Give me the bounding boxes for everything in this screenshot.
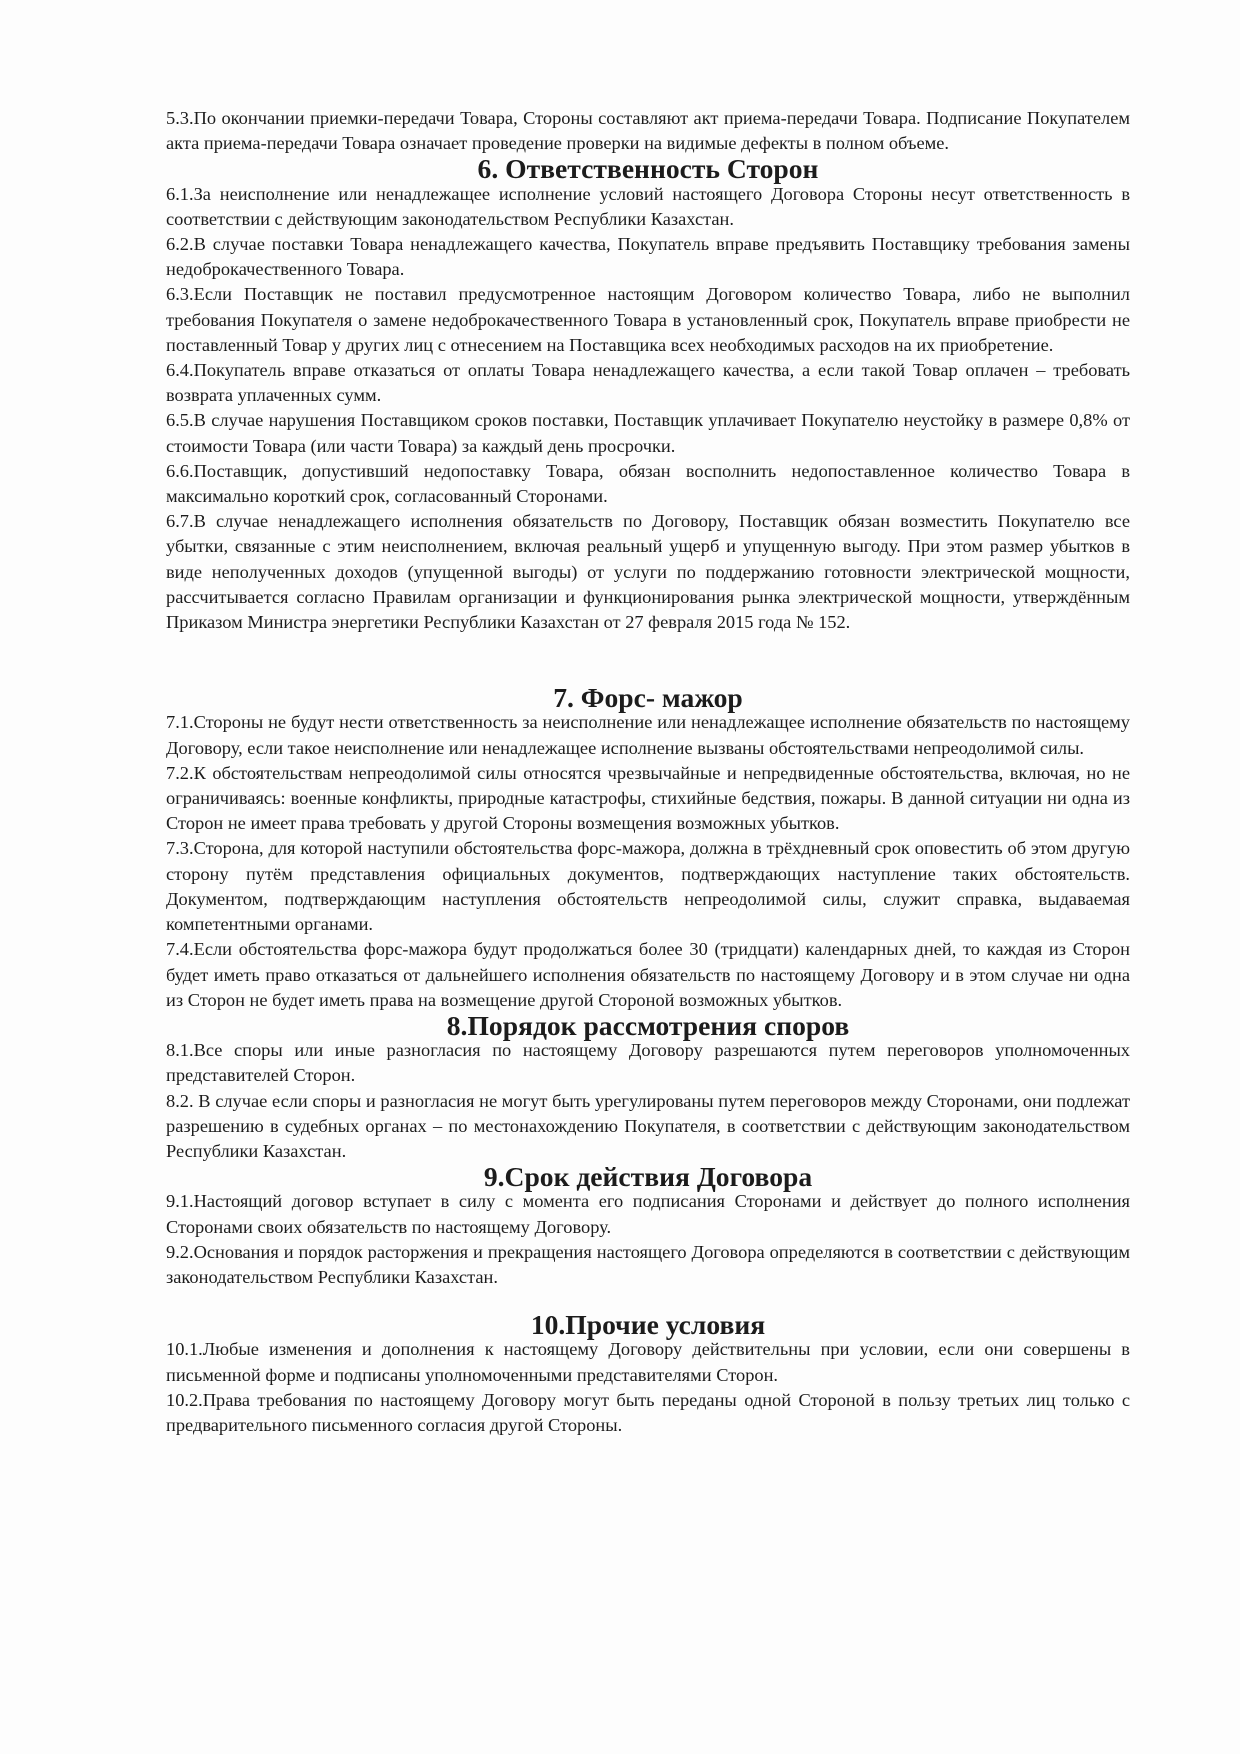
paragraph-6-2: 6.2.В случае поставки Товара ненадлежащего качества, Покупатель вправе предъявить Поставщику требования замены недоброкачественного Товара.: [166, 234, 1130, 280]
section-9-title: 9.Срок действия Договора: [483, 1161, 813, 1193]
paragraph-7-1: 7.1.Стороны не будут нести ответственность за неисполнение или ненадлежащее исполнение обязательств по настоящему Договору, если такое неисполнение или ненадлежащее исполнение вызваны обстоятельствами непреодолимой силы.: [166, 712, 1130, 758]
paragraph-7-2: 7.2.К обстоятельствам непреодолимой силы относятся чрезвычайные и непредвиденные обстоятельства, включая, но не ограничиваясь: военные конфликты, природные катастрофы, стихийные бедствия, пожары. В данной ситуации ни одна из Сторон не имеет права требовать у другой Стороны возмещения возможных убытков.: [166, 762, 1130, 834]
paragraph-8-1: 8.1.Все споры или иные разногласия по настоящему Договору разрешаются путем переговоров уполномоченных представителей Сторон.: [166, 1040, 1130, 1086]
paragraph-9-1: 9.1.Настоящий договор вступает в силу с момента его подписания Сторонами и действует до полного исполнения Сторонами своих обязательств по настоящему Договору.: [166, 1191, 1130, 1237]
paragraph-6-5: 6.5.В случае нарушения Поставщиком сроков поставки, Поставщик уплачивает Покупателю неустойку в размере 0,8% от стоимости Товара (или части Товара) за каждый день просрочки.: [166, 410, 1130, 456]
paragraph-6-6: 6.6.Поставщик, допустивший недопоставку Товара, обязан восполнить недопоставленное количество Товара в максимально короткий срок, согласованный Сторонами.: [166, 460, 1130, 507]
paragraph-10-2: 10.2.Права требования по настоящему Договору могут быть переданы одной Стороной в пользу третьих лиц только с предварительного письменного согласия другой Стороны.: [166, 1389, 1130, 1435]
paragraph-6-3: 6.3.Если Поставщик не поставил предусмотренное настоящим Договором количество Товара, либо не выполнил требования Покупателя о замене недоброкачественного Товара в установленный срок, Покупатель вправе приобрести не поставленный Товар у других лиц с отнесением на Поставщика всех необходимых расходов на их приобретение.: [166, 284, 1130, 355]
paragraph-8-2: 8.2. В случае если споры и разногласия не могут быть урегулированы путем переговоров между Сторонами, они подлежат разрешению в судебных органах – по местонахождению Покупателя, в соответствии с действующим законодательством Республики Казахстан.: [166, 1090, 1130, 1161]
paragraph-9-2: 9.2.Основания и порядок расторжения и прекращения настоящего Договора определяются в соответствии с действующим законодательством Республики Казахстан.: [166, 1241, 1130, 1287]
paragraph-7-4: 7.4.Если обстоятельства форс-мажора будут продолжаться более 30 (тридцати) календарных дней, то каждая из Сторон будет иметь право отказаться от дальнейшего исполнения обязательств по настоящему Договору и в этом случае ни одна из Сторон не будет иметь права на возмещение другой Стороной возможных убытков.: [166, 939, 1130, 1010]
section-6-title: 6. Ответственность Сторон: [477, 153, 819, 185]
paragraph-5-3: 5.3.По окончании приемки-передачи Товара, Стороны составляют акт приема-передачи Товара. Подписание Покупателем акта приема-передачи Товара означает проведение проверки на видимые дефекты в полном объеме.: [166, 108, 1130, 154]
document-body: [166, 106, 1130, 1438]
section-7-title: 7. Форс- мажор: [553, 682, 743, 714]
section-8-title: 8.Порядок рассмотрения споров: [446, 1009, 850, 1041]
paragraph-7-3: 7.3.Сторона, для которой наступили обстоятельства форс-мажора, должна в трёхдневный срок оповестить об этом другую сторону путём представления официальных документов, подтверждающих наступление таких обстоятельств. Документом, подтверждающим наступления обстоятельств непреодолимой силы, служит справка, выдаваемая компетентными органами.: [166, 838, 1130, 935]
paragraph-6-7: 6.7.В случае ненадлежащего исполнения обязательств по Договору, Поставщик обязан возместить Покупателю все убытки, связанные с этим неисполнением, включая реальный ущерб и упущенную выгоду. При этом размер убытков в виде неполученных доходов (упущенной выгоды) от услуги по поддержанию готовности электрической мощности, рассчитывается согласно Правилам организации и функционирования рынка электрической мощности, утверждённым Приказом Министра энергетики Республики Казахстан от 27 февраля 2015 года № 152.: [166, 511, 1130, 633]
paragraph-6-1: 6.1.За неисполнение или ненадлежащее исполнение условий настоящего Договора Стороны несут ответственность в соответствии с действующим законодательством Республики Казахстан.: [166, 183, 1130, 229]
section-10-title: 10.Прочие условия: [530, 1309, 766, 1341]
paragraph-10-1: 10.1.Любые изменения и дополнения к настоящему Договору действительны при условии, если они совершены в письменной форме и подписаны уполномоченными представителями Сторон.: [166, 1339, 1130, 1385]
section-spacer: [166, 635, 1130, 685]
paragraph-6-4: 6.4.Покупатель вправе отказаться от оплаты Товара ненадлежащего качества, а если такой Товар оплачен – требовать возврата уплаченных сумм.: [166, 360, 1130, 406]
